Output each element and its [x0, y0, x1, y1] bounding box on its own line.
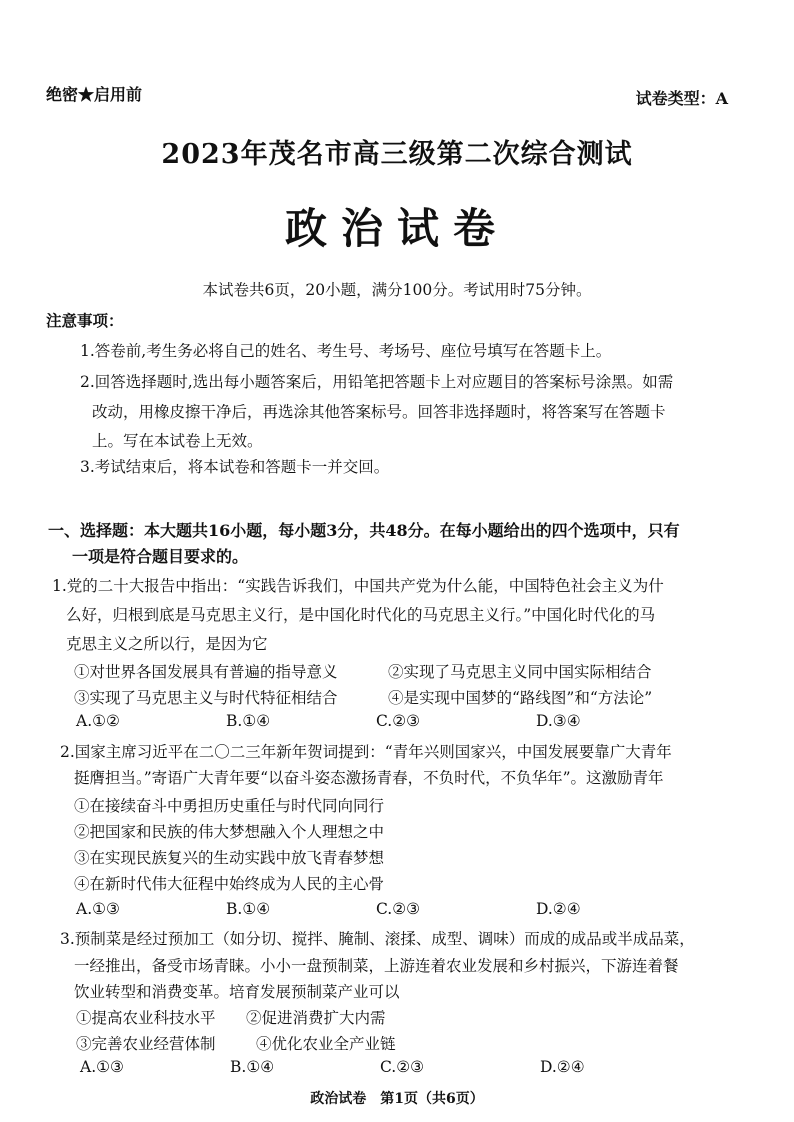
question-2-line: 挺膺担当。”寄语广大青年要“以奋斗姿态激扬青春，不负时代，不负华年”。这激励青年: [74, 769, 664, 787]
q3-statement-4: ④优化农业全产业链: [256, 1035, 396, 1053]
page-footer: 政治试卷 第1页（共6页）: [310, 1091, 484, 1107]
question-3-line: 饮业转型和消费变革。培育发展预制菜产业可以: [74, 983, 400, 1001]
q2-statement-1: ①在接续奋斗中勇担历史重任与时代同向同行: [74, 797, 385, 815]
q1-statement-3: ③实现了马克思主义与时代特征相结合: [74, 689, 338, 707]
question-3-line: 3.预制菜是经过预加工（如分切、搅拌、腌制、滚揉、成型、调味）而成的成品或半成品菜，: [60, 930, 695, 948]
q1-option-c: C.②③: [376, 712, 421, 730]
q1-option-a: A.①②: [76, 712, 120, 730]
note-line: 上。写在本试卷上无效。: [92, 432, 263, 450]
q1-statement-4: ④是实现中国梦的“路线图”和“方法论”: [388, 689, 653, 707]
q3-statement-1: ①提高农业科技水平: [76, 1009, 216, 1027]
q3-option-d: D.②④: [540, 1058, 585, 1076]
q3-option-b: B.①④: [230, 1058, 275, 1076]
q1-statement-1: ①对世界各国发展具有普遍的指导意义: [74, 663, 338, 681]
q1-option-d: D.③④: [536, 712, 581, 730]
section-heading: 一、选择题：本大题共16小题，每小题3分，共48分。在每小题给出的四个选项中，只有: [48, 521, 680, 540]
q1-option-b: B.①④: [226, 712, 271, 730]
question-3-line: 一经推出，备受市场青睐。小小一盘预制菜，上游连着农业发展和乡村振兴，下游连着餐: [74, 957, 679, 975]
note-line: 3.考试结束后，将本试卷和答题卡一并交回。: [80, 458, 390, 476]
notes-heading: 注意事项：: [46, 311, 124, 330]
note-line: 1.答卷前,考生务必将自己的姓名、考生号、考场号、座位号填写在答题卡上。: [80, 342, 612, 360]
q2-statement-3: ③在实现民族复兴的生动实践中放飞青春梦想: [74, 849, 385, 867]
q2-statement-4: ④在新时代伟大征程中始终成为人民的主心骨: [74, 875, 385, 893]
q2-option-a: A.①③: [76, 900, 120, 918]
exam-info: 本试卷共6页，20小题，满分100分。考试用时75分钟。: [202, 281, 592, 299]
exam-title: 2023年茂名市高三级第二次综合测试: [161, 139, 633, 170]
question-1-line: 么好，归根到底是马克思主义行，是中国化时代化的马克思主义行。”中国化时代化的马: [66, 606, 656, 624]
confidential-label: 绝密★启用前: [46, 85, 143, 104]
q3-statement-3: ③完善农业经营体制: [76, 1035, 216, 1053]
q2-statement-2: ②把国家和民族的伟大梦想融入个人理想之中: [74, 823, 385, 841]
note-line: 改动，用橡皮擦干净后，再选涂其他答案标号。回答非选择题时，将答案写在答题卡: [92, 403, 666, 421]
q2-option-d: D.②④: [536, 900, 581, 918]
q2-option-c: C.②③: [376, 900, 421, 918]
subject-title: 政治试卷: [284, 204, 509, 253]
question-1-line: 1.党的二十大报告中指出：“实践告诉我们，中国共产党为什么能，中国特色社会主义为什: [52, 577, 664, 595]
q3-option-a: A.①③: [80, 1058, 124, 1076]
question-1-line: 克思主义之所以行，是因为它: [66, 635, 268, 653]
q1-statement-2: ②实现了马克思主义同中国实际相结合: [388, 663, 652, 681]
paper-type-label: 试卷类型：A: [635, 89, 728, 108]
q3-statement-2: ②促进消费扩大内需: [246, 1009, 386, 1027]
q2-option-b: B.①④: [226, 900, 271, 918]
q3-option-c: C.②③: [380, 1058, 425, 1076]
question-2-line: 2.国家主席习近平在二〇二三年新年贺词提到：“青年兴则国家兴，中国发展要靠广大青年: [60, 743, 672, 761]
note-line: 2.回答选择题时,选出每小题答案后，用铅笔把答题卡上对应题目的答案标号涂黑。如需: [80, 373, 674, 391]
section-heading-cont: 一项是符合题目要求的。: [72, 547, 249, 566]
